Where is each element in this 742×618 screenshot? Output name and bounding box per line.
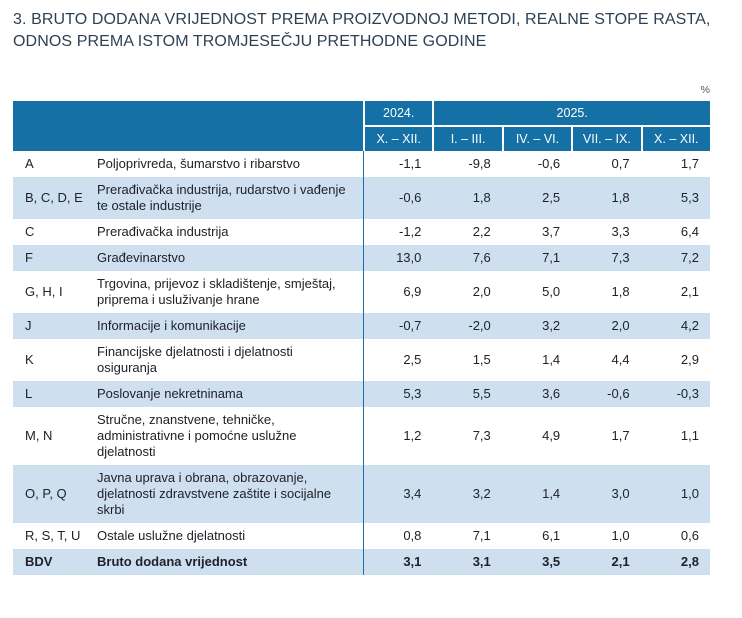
row-code: F <box>25 249 33 265</box>
cell-value: 2,8 <box>680 553 699 569</box>
cell-value: 3,6 <box>542 385 561 401</box>
cell-value: 3,5 <box>542 553 561 569</box>
row-label: Ostale uslužne djelatnosti <box>97 527 246 543</box>
table-row <box>13 381 710 407</box>
period-header-q1-2025: I. – III. <box>432 127 501 151</box>
year-header-row <box>13 101 710 127</box>
cell-value: -0,7 <box>363 313 432 339</box>
cell-value: 5,0 <box>542 283 561 299</box>
cell-value: 1,7 <box>680 155 699 171</box>
cell-value: 3,3 <box>611 223 630 239</box>
cell-value: 6,1 <box>542 527 561 543</box>
cell-value: 1,8 <box>611 189 630 205</box>
cell-value: 7,2 <box>680 249 699 265</box>
cell-value: 4,4 <box>611 351 630 367</box>
cell-value: 2,0 <box>611 317 630 333</box>
cell-value: 3,0 <box>611 485 630 501</box>
row-code: G, H, I <box>25 283 63 299</box>
year-header-2024: 2024. <box>363 101 432 127</box>
cell-value: 1,4 <box>542 351 561 367</box>
cell-value: -0,6 <box>363 177 432 219</box>
row-code: B, C, D, E <box>25 189 83 205</box>
row-code: K <box>25 351 34 367</box>
row-code: C <box>25 223 35 239</box>
row-code: O, P, Q <box>25 485 67 501</box>
table-row <box>13 271 710 313</box>
table-row <box>13 219 710 245</box>
cell-value: 2,2 <box>472 223 491 239</box>
table-row <box>13 313 710 339</box>
cell-value: 5,3 <box>363 381 432 407</box>
cell-value: -0,6 <box>537 155 561 171</box>
cell-value: 1,7 <box>611 427 630 443</box>
table-row <box>13 245 710 271</box>
cell-value: 3,7 <box>542 223 561 239</box>
table-row <box>13 339 710 381</box>
cell-value: -1,2 <box>363 219 432 245</box>
period-header-q3-2025: VII. – IX. <box>571 127 640 151</box>
cell-value: 6,4 <box>680 223 699 239</box>
cell-value: 1,8 <box>611 283 630 299</box>
period-header-q4-2025: X. – XII. <box>641 127 710 151</box>
cell-value: 0,7 <box>611 155 630 171</box>
cell-value: 7,3 <box>472 427 491 443</box>
row-label: Informacije i komunikacije <box>97 317 246 333</box>
row-code: J <box>25 317 32 333</box>
cell-value: 2,0 <box>472 283 491 299</box>
cell-value: 1,1 <box>680 427 699 443</box>
row-code: BDV <box>25 553 53 569</box>
row-code: M, N <box>25 427 53 443</box>
row-code: L <box>25 385 33 401</box>
cell-value: 1,0 <box>611 527 630 543</box>
row-code: R, S, T, U <box>25 527 81 543</box>
period-header-q2-2025: IV. – VI. <box>502 127 571 151</box>
row-label: Građevinarstvo <box>97 249 186 265</box>
cell-value: 4,2 <box>680 317 699 333</box>
cell-value: 7,6 <box>472 249 491 265</box>
cell-value: 7,3 <box>611 249 630 265</box>
table-row <box>13 177 710 219</box>
row-label: Prerađivačka industrija, rudarstvo i vađenje te ostale industrije <box>97 181 346 213</box>
cell-value: 0,6 <box>680 527 699 543</box>
cell-value: 7,1 <box>542 249 561 265</box>
row-label: Bruto dodana vrijednost <box>97 553 248 569</box>
cell-value: 3,2 <box>472 485 491 501</box>
cell-value: 3,2 <box>542 317 561 333</box>
cell-value: 3,1 <box>472 553 491 569</box>
cell-value: 0,8 <box>363 523 432 549</box>
table-row-total-bdv <box>13 549 710 575</box>
cell-value: 4,9 <box>542 427 561 443</box>
cell-value: 2,1 <box>680 283 699 299</box>
row-label: Stručne, znanstvene, tehničke, administrativne i pomoćne uslužne djelatnosti <box>97 411 297 459</box>
cell-value: -1,1 <box>363 151 432 177</box>
cell-value: 7,1 <box>472 527 491 543</box>
cell-value: 3,4 <box>363 465 432 523</box>
cell-value: 2,9 <box>680 351 699 367</box>
row-label: Poslovanje nekretninama <box>97 385 243 401</box>
row-label: Trgovina, prijevoz i skladištenje, smještaj, priprema i usluživanje hrane <box>97 275 336 307</box>
cell-value: 1,0 <box>680 485 699 501</box>
cell-value: 5,5 <box>472 385 491 401</box>
table-row <box>13 151 710 177</box>
cell-value: 1,4 <box>542 485 561 501</box>
table-header <box>13 101 710 151</box>
cell-value: 13,0 <box>363 245 432 271</box>
row-code: A <box>25 155 34 171</box>
bdv-table <box>13 101 710 575</box>
cell-value: -0,3 <box>676 385 699 401</box>
table-row <box>13 523 710 549</box>
cell-value: 2,5 <box>363 339 432 381</box>
cell-value: -0,6 <box>607 385 630 401</box>
year-header-2025: 2025. <box>432 101 710 127</box>
table-row <box>13 465 710 523</box>
cell-value: 1,2 <box>363 407 432 465</box>
cell-value: 1,8 <box>472 189 491 205</box>
cell-value: 5,3 <box>680 189 699 205</box>
cell-value: 3,1 <box>363 549 432 575</box>
cell-value: 6,9 <box>363 271 432 313</box>
header-corner-cell <box>13 101 363 151</box>
period-header-q4-2024: X. – XII. <box>363 127 432 151</box>
row-label: Poljoprivreda, šumarstvo i ribarstvo <box>97 155 301 171</box>
row-label: Financijske djelatnosti i djelatnosti osiguranja <box>97 343 293 375</box>
table-row <box>13 407 710 465</box>
cell-value: -9,8 <box>468 155 491 171</box>
cell-value: 1,5 <box>472 351 491 367</box>
row-label: Prerađivačka industrija <box>97 223 229 239</box>
table-body <box>13 151 710 575</box>
cell-value: 2,1 <box>611 553 630 569</box>
unit-label-percent: % <box>700 83 710 96</box>
page-title: 3. BRUTO DODANA VRIJEDNOST PREMA PROIZVODNOJ METODI, REALNE STOPE RASTA, ODNOS PREMA ISTOM TROMJESEČJU PRETHODNE GODINE <box>13 11 711 51</box>
cell-value: -2,0 <box>468 317 491 333</box>
row-label: Javna uprava i obrana, obrazovanje, djelatnosti zdravstvene zaštite i socijalne skrbi <box>97 469 332 517</box>
cell-value: 2,5 <box>542 189 561 205</box>
